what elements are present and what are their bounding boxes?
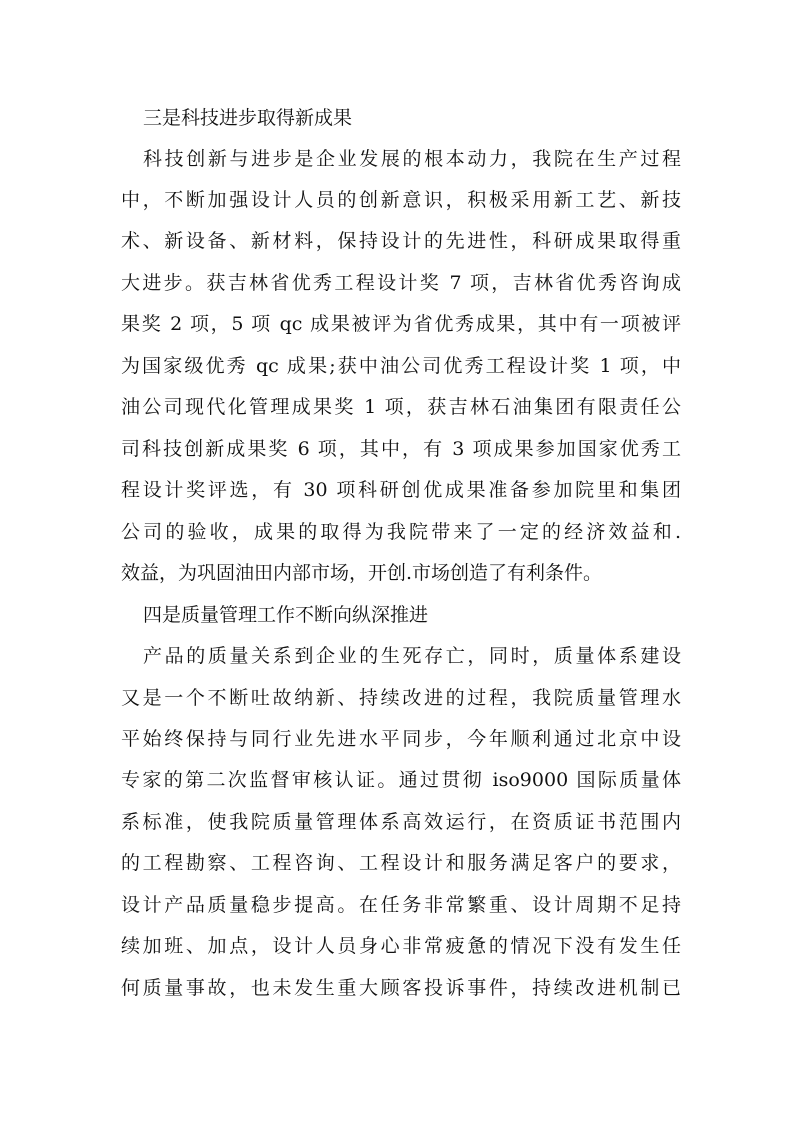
paragraph-line: 果奖 2 项，5 项 qc 成果被评为省优秀成果，其中有一项被评 [121, 313, 681, 335]
paragraph-line: 平始终保持与同行业先进水平同步，今年顺利通过北京中设 [121, 728, 681, 750]
paragraph-line: 科技创新与进步是企业发展的根本动力，我院在生产过程 [143, 148, 681, 170]
paragraph-line: 中，不断加强设计人员的创新意识，积极采用新工艺、新技 [121, 189, 681, 211]
section-heading-tech-progress: 三是科技进步取得新成果 [143, 107, 353, 129]
section-heading-quality-management: 四是质量管理工作不断向纵深推进 [143, 604, 429, 626]
paragraph-line: 程设计奖评选，有 30 项科研创优成果准备参加院里和集团 [121, 479, 681, 501]
paragraph-line: 大进步。获吉林省优秀工程设计奖 7 项，吉林省优秀咨询成 [121, 272, 681, 294]
paragraph-line: 油公司现代化管理成果奖 1 项，获吉林石油集团有限责任公 [121, 396, 681, 418]
paragraph-line: 效益，为巩固油田内部市场，开创.市场创造了有利条件。 [121, 562, 603, 584]
paragraph-line: 司科技创新成果奖 6 项，其中，有 3 项成果参加国家优秀工 [121, 438, 681, 460]
paragraph-line: 的工程勘察、工程咨询、工程设计和服务满足客户的要求， [121, 852, 681, 874]
paragraph-line: 为国家级优秀 qc 成果;获中油公司优秀工程设计奖 1 项，中 [121, 355, 681, 377]
paragraph-line: 续加班、加点，设计人员身心非常疲惫的情况下没有发生任 [121, 935, 681, 957]
paragraph-line: 专家的第二次监督审核认证。通过贯彻 iso9000 国际质量体 [121, 769, 681, 791]
paragraph-line: 何质量事故，也未发生重大顾客投诉事件，持续改进机制已 [121, 977, 681, 999]
paragraph-line: 术、新设备、新材料，保持设计的先进性，科研成果取得重 [121, 230, 681, 252]
paragraph-line: 产品的质量关系到企业的生死存亡，同时，质量体系建设 [143, 645, 681, 667]
paragraph-line: 公司的验收，成果的取得为我院带来了一定的经济效益和. [121, 521, 681, 543]
paragraph-line: 设计产品质量稳步提高。在任务非常繁重、设计周期不足持 [121, 894, 681, 916]
paragraph-line: 又是一个不断吐故纳新、持续改进的过程，我院质量管理水 [121, 687, 681, 709]
paragraph-line: 系标准，使我院质量管理体系高效运行，在资质证书范围内 [121, 811, 681, 833]
